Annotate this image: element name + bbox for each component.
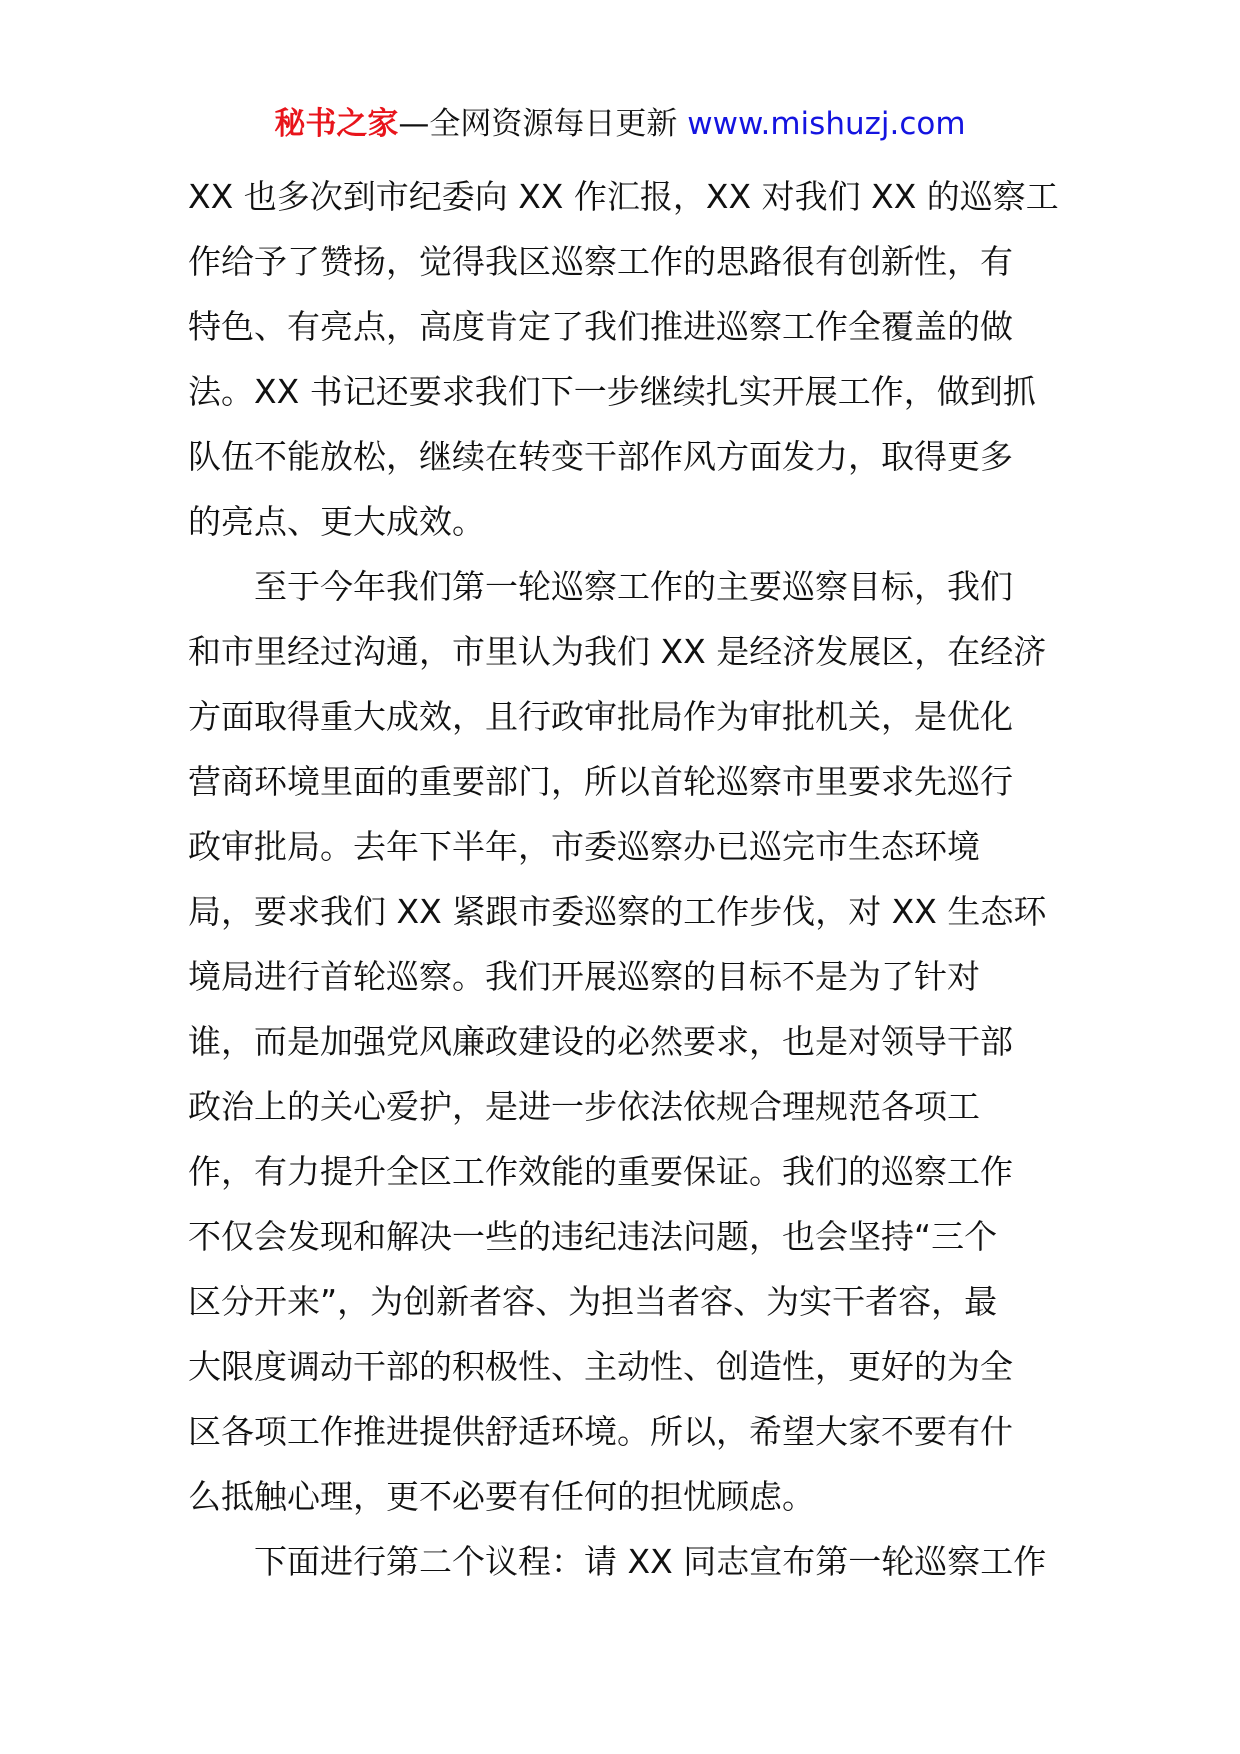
- text-line: 区各项工作推进提供舒适环境。所以，希望大家不要有什: [188, 1412, 1013, 1451]
- text-line: 方面取得重大成效，且行政审批局作为审批机关，是优化: [188, 697, 1013, 736]
- text-line: 作，有力提升全区工作效能的重要保证。我们的巡察工作: [188, 1152, 1013, 1191]
- text-line: 大限度调动干部的积极性、主动性、创造性，更好的为全: [188, 1347, 1013, 1386]
- brand-name: 秘书之家: [274, 106, 399, 142]
- text-line: 和市里经过沟通，市里认为我们 XX 是经济发展区，在经济: [188, 632, 1047, 671]
- header-tagline: —全网资源每日更新: [398, 106, 688, 142]
- document-body: [188, 164, 1064, 1594]
- text-line: 特色、有亮点，高度肯定了我们推进巡察工作全覆盖的做: [188, 307, 1013, 346]
- text-line: 法。XX 书记还要求我们下一步继续扎实开展工作，做到抓: [188, 372, 1036, 411]
- text-line: 营商环境里面的重要部门，所以首轮巡察市里要求先巡行: [188, 762, 1013, 801]
- text-line: 境局进行首轮巡察。我们开展巡察的目标不是为了针对: [188, 957, 980, 996]
- text-line: 局，要求我们 XX 紧跟市委巡察的工作步伐，对 XX 生态环: [188, 892, 1047, 931]
- text-line: 谁，而是加强党风廉政建设的必然要求，也是对领导干部: [188, 1022, 1013, 1061]
- text-line: 么抵触心理，更不必要有任何的担忧顾虑。: [188, 1477, 815, 1516]
- text-line: 作给予了赞扬，觉得我区巡察工作的思路很有创新性，有: [188, 242, 1013, 281]
- page-header: [0, 100, 1240, 148]
- text-line: 不仅会发现和解决一些的违纪违法问题，也会坚持“三个: [188, 1217, 998, 1256]
- text-line: 的亮点、更大成效。: [188, 502, 485, 541]
- text-line: 政治上的关心爱护，是进一步依法依规合理规范各项工: [188, 1087, 980, 1126]
- text-line: XX 也多次到市纪委向 XX 作汇报，XX 对我们 XX 的巡察工: [188, 177, 1059, 216]
- text-line: 政审批局。去年下半年，市委巡察办已巡完市生态环境: [188, 827, 980, 866]
- text-line: 队伍不能放松，继续在转变干部作风方面发力，取得更多: [188, 437, 1013, 476]
- paragraph-start-line: 至于今年我们第一轮巡察工作的主要巡察目标，我们: [254, 567, 1013, 606]
- site-url-link[interactable]: www.mishuzj.com: [687, 106, 966, 142]
- text-line: 区分开来”，为创新者容、为担当者容、为实干者容，最: [188, 1282, 998, 1321]
- paragraph-start-line: 下面进行第二个议程：请 XX 同志宣布第一轮巡察工作: [254, 1542, 1047, 1581]
